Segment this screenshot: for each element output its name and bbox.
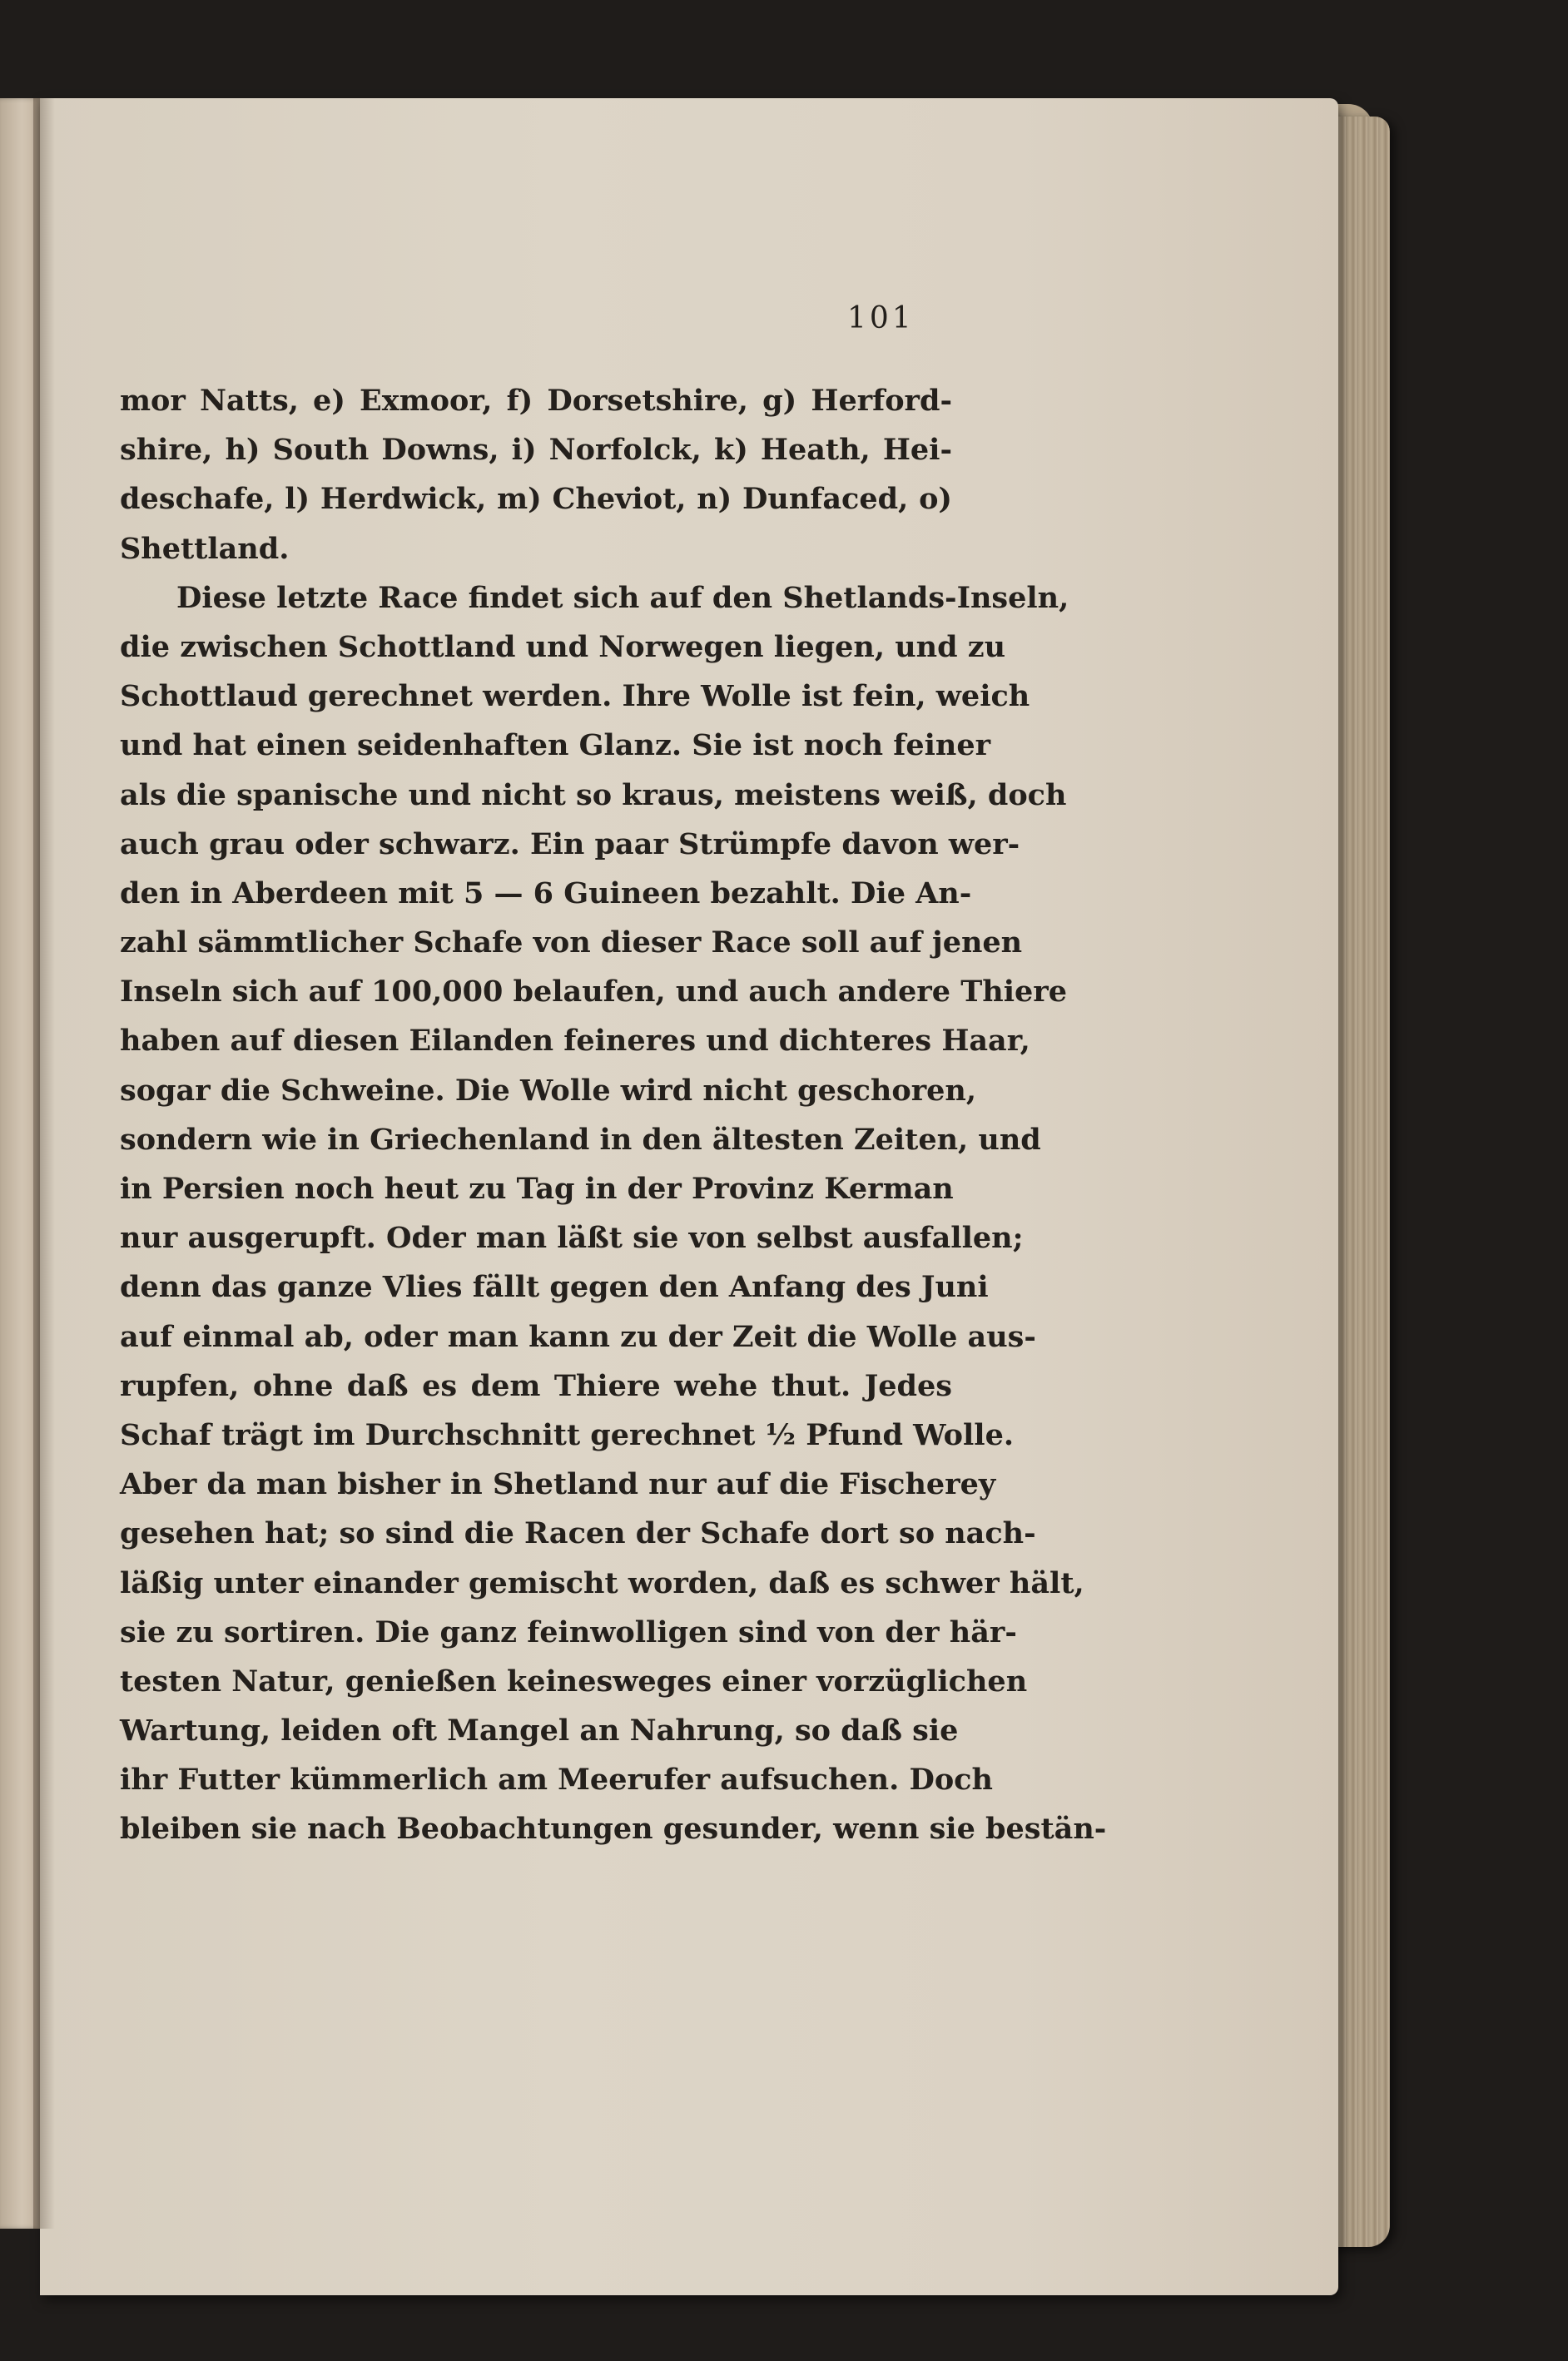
text-line: shire, h) South Downs, i) Norfolck, k) Heath, Hei- [120, 433, 952, 468]
text-line: mor Natts, e) Exmoor, f) Dorsetshire, g) Herford- [120, 384, 952, 418]
text-line: Wartung, leiden oft Mangel an Nahrung, so daß sie [120, 1714, 959, 1748]
text-line: deschafe, l) Herdwick, m) Cheviot, n) Dunfaced, o) [120, 482, 952, 517]
text-line: in Persien noch heut zu Tag in der Provinz Kerman [120, 1172, 954, 1206]
text-line: bleiben sie nach Beobachtungen gesunder, wenn sie bestän- [120, 1812, 1107, 1847]
text-line: zahl sämmtlicher Schafe von dieser Race soll auf jenen [120, 925, 1023, 960]
gutter-shadow [33, 98, 55, 2229]
text-line: läßig unter einander gemischt worden, daß es schwer hält, [120, 1565, 1084, 1600]
text-line: testen Natur, genießen keinesweges einer vorzüglichen [120, 1664, 1028, 1699]
page-number: 101 [847, 301, 915, 335]
text-line: Schaf trägt im Durchschnitt gerechnet ½ Pfund Wolle. [120, 1417, 1015, 1452]
text-line: sie zu sortiren. Die ganz feinwolligen sind von der här- [120, 1615, 1017, 1649]
text-line: Schottlaud gerechnet werden. Ihre Wolle ist fein, weich [120, 679, 1030, 714]
text-line: Diese letzte Race findet sich auf den Shetlands-Inseln, [176, 580, 1069, 615]
text-line: ihr Futter kümmerlich am Meerufer aufsuchen. Doch [120, 1763, 993, 1798]
text-line: Shettland. [120, 531, 290, 566]
text-line: sondern wie in Griechenland in den ältesten Zeiten, und [120, 1122, 1041, 1157]
text-line: Inseln sich auf 100,000 belaufen, und auch andere Thiere [120, 975, 1067, 1009]
text-line: gesehen hat; so sind die Racen der Schafe dort so nach- [120, 1516, 1036, 1551]
text-line: rupfen, ohne daß es dem Thiere wehe thut. Jedes [120, 1368, 952, 1403]
text-line: den in Aberdeen mit 5 — 6 Guineen bezahlt. Die An- [120, 875, 972, 910]
text-line: als die spanische und nicht so kraus, meistens weiß, doch [120, 777, 1067, 812]
text-line: auf einmal ab, oder man kann zu der Zeit die Wolle aus- [120, 1319, 1036, 1354]
text-line: Aber da man bisher in Shetland nur auf die Fischerey [120, 1467, 996, 1502]
text-line: die zwischen Schottland und Norwegen liegen, und zu [120, 629, 1006, 664]
text-line: haben auf diesen Eilanden feineres und dichteres Haar, [120, 1024, 1030, 1059]
text-line: nur ausgerupft. Oder man läßt sie von selbst ausfallen; [120, 1221, 1024, 1256]
text-line: auch grau oder schwarz. Ein paar Strümpfe davon wer- [120, 826, 1020, 861]
text-line: sogar die Schweine. Die Wolle wird nicht geschoren, [120, 1073, 977, 1108]
text-line: denn das ganze Vlies fällt gegen den Anfang des Juni [120, 1270, 989, 1305]
text-line: und hat einen seidenhaften Glanz. Sie ist noch feiner [120, 728, 991, 763]
body-text [120, 376, 1107, 1854]
